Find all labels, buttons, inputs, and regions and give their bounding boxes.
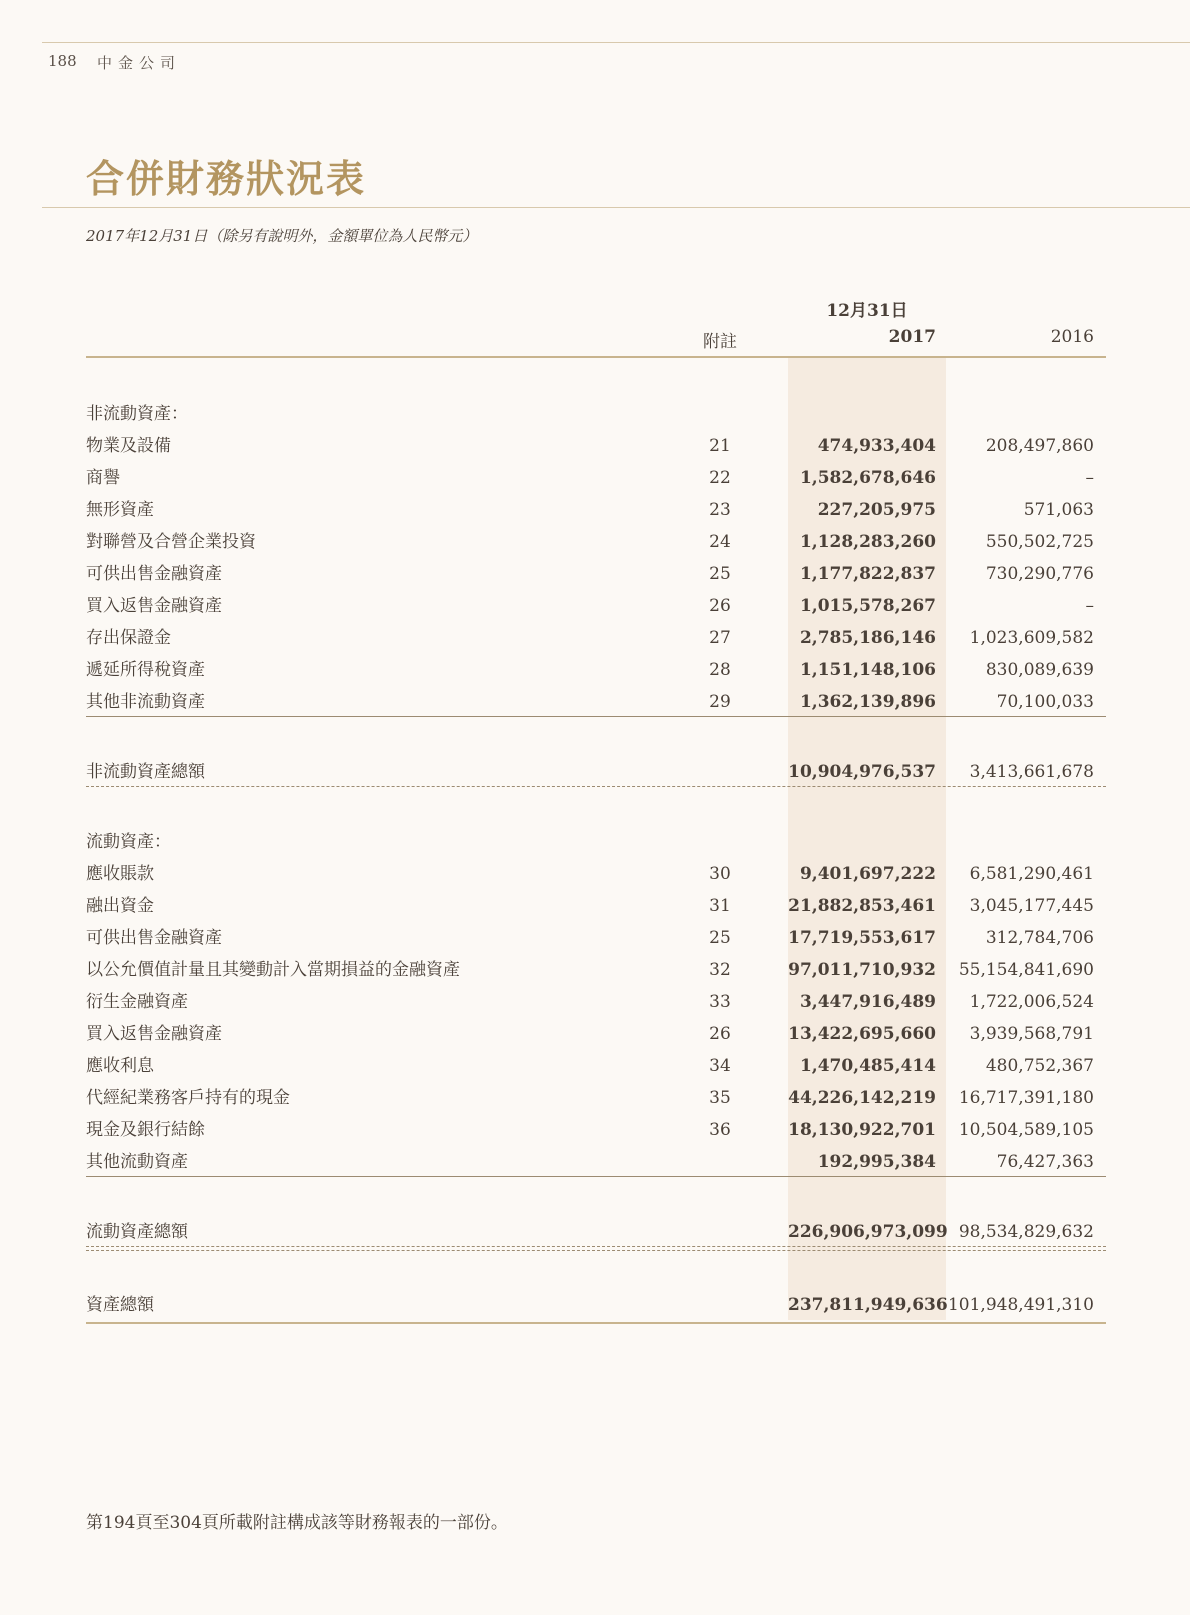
row-label: 可供出售金融資產 <box>86 928 222 948</box>
row-value-2017: 18,130,922,701 <box>788 1120 936 1140</box>
row-value-2017: 1,177,822,837 <box>799 564 936 584</box>
row-value-2017: 21,882,853,461 <box>788 896 936 916</box>
row-value-2017: 97,011,710,932 <box>788 960 936 980</box>
row-value-2017: 474,933,404 <box>817 436 936 456</box>
row-value-2017: 227,205,975 <box>817 500 936 520</box>
table-row <box>86 526 1106 558</box>
subtotal-rule <box>86 716 1106 717</box>
row-label: 應收賬款 <box>86 864 154 884</box>
row-value-2016: – <box>1085 468 1094 488</box>
page-number: 188 <box>48 52 77 70</box>
row-value-2017: 1,362,139,896 <box>799 692 936 712</box>
row-value-2017: 9,401,697,222 <box>799 864 936 884</box>
row-value-2016: 1,722,006,524 <box>969 992 1094 1012</box>
row-note: 31 <box>709 896 731 916</box>
table-row <box>86 1216 1106 1248</box>
top-rule <box>42 42 1190 43</box>
total-double-rule <box>86 1246 1106 1251</box>
table-row <box>86 1146 1106 1178</box>
grand-total-rule <box>86 1322 1106 1324</box>
row-label: 代經紀業務客戶持有的現金 <box>86 1088 290 1108</box>
row-label: 以公允價值計量且其變動計入當期損益的金融資產 <box>86 960 460 980</box>
row-note: 36 <box>709 1120 731 1140</box>
row-value-2016: 3,939,568,791 <box>969 1024 1094 1044</box>
row-note: 27 <box>709 628 731 648</box>
row-label: 遞延所得稅資產 <box>86 660 205 680</box>
row-value-2017: 3,447,916,489 <box>799 992 936 1012</box>
company-name: 中金公司 <box>97 54 182 72</box>
section-heading-label: 流動資產： <box>86 832 171 852</box>
row-note: 34 <box>709 1056 731 1076</box>
table-row <box>86 558 1106 590</box>
table-row <box>86 430 1106 462</box>
section-heading-label: 非流動資產： <box>86 404 188 424</box>
table-row <box>86 590 1106 622</box>
row-label: 資產總額 <box>86 1295 154 1315</box>
row-note: 33 <box>709 992 731 1012</box>
table-row <box>86 1289 1106 1321</box>
table-row <box>86 1050 1106 1082</box>
table-row <box>86 954 1106 986</box>
row-value-2016: 830,089,639 <box>985 660 1094 680</box>
row-value-2016: 571,063 <box>1023 500 1094 520</box>
row-value-2016: 3,413,661,678 <box>969 762 1094 782</box>
row-note: 22 <box>709 468 731 488</box>
row-value-2017: 192,995,384 <box>817 1152 936 1172</box>
row-note: 25 <box>709 928 731 948</box>
row-label: 可供出售金融資產 <box>86 564 222 584</box>
table-row <box>86 756 1106 788</box>
table-row <box>86 654 1106 686</box>
row-value-2017: 1,470,485,414 <box>799 1056 936 1076</box>
section-heading <box>86 398 1106 430</box>
row-value-2016: 480,752,367 <box>985 1056 1094 1076</box>
row-label: 無形資產 <box>86 500 154 520</box>
row-value-2016: 98,534,829,632 <box>958 1222 1094 1242</box>
row-value-2016: 101,948,491,310 <box>947 1295 1094 1315</box>
row-label: 對聯營及合營企業投資 <box>86 532 256 552</box>
column-header-2017: 2017 <box>888 327 936 347</box>
row-value-2016: 6,581,290,461 <box>969 864 1094 884</box>
row-note: 21 <box>709 436 731 456</box>
row-label: 流動資產總額 <box>86 1222 188 1242</box>
table-row <box>86 922 1106 954</box>
table-row <box>86 986 1106 1018</box>
row-label: 融出資金 <box>86 896 154 916</box>
row-note: 30 <box>709 864 731 884</box>
table-row <box>86 1082 1106 1114</box>
row-value-2016: 1,023,609,582 <box>969 628 1094 648</box>
row-note: 24 <box>709 532 731 552</box>
table-row <box>86 858 1106 890</box>
row-note: 25 <box>709 564 731 584</box>
row-value-2016: 16,717,391,180 <box>958 1088 1094 1108</box>
row-label: 非流動資產總額 <box>86 762 205 782</box>
row-value-2017: 1,128,283,260 <box>799 532 936 552</box>
table-row <box>86 686 1106 718</box>
row-label: 現金及銀行結餘 <box>86 1120 205 1140</box>
page-title: 合併財務狀況表 <box>86 156 367 201</box>
row-note: 29 <box>709 692 731 712</box>
row-label: 其他流動資產 <box>86 1152 188 1172</box>
row-label: 買入返售金融資產 <box>86 596 222 616</box>
row-value-2017: 226,906,973,099 <box>788 1222 948 1242</box>
table-row <box>86 494 1106 526</box>
row-value-2017: 1,015,578,267 <box>799 596 936 616</box>
row-value-2016: 312,784,706 <box>985 928 1094 948</box>
row-value-2016: 76,427,363 <box>996 1152 1094 1172</box>
page-subtitle: 2017年12月31日（除另有說明外，金額單位為人民幣元） <box>86 227 478 245</box>
row-label: 物業及設備 <box>86 436 171 456</box>
row-value-2017: 2,785,186,146 <box>799 628 936 648</box>
row-value-2016: 730,290,776 <box>985 564 1094 584</box>
subtotal-rule <box>86 1176 1106 1177</box>
row-note: 28 <box>709 660 731 680</box>
header-rule <box>86 356 1106 358</box>
row-value-2016: 70,100,033 <box>996 692 1094 712</box>
row-label: 其他非流動資產 <box>86 692 205 712</box>
footnote: 第194頁至304頁所載附註構成該等財務報表的一部份。 <box>86 1513 508 1533</box>
row-value-2016: 550,502,725 <box>985 532 1094 552</box>
column-header-date: 12月31日 <box>826 301 908 321</box>
row-value-2017: 1,151,148,106 <box>799 660 936 680</box>
row-value-2016: 3,045,177,445 <box>969 896 1094 916</box>
table-row <box>86 622 1106 654</box>
row-value-2017: 13,422,695,660 <box>788 1024 936 1044</box>
row-value-2017: 1,582,678,646 <box>799 468 936 488</box>
column-header-2016: 2016 <box>1050 327 1094 347</box>
row-label: 買入返售金融資產 <box>86 1024 222 1044</box>
row-value-2016: 208,497,860 <box>985 436 1094 456</box>
row-note: 26 <box>709 1024 731 1044</box>
row-value-2017: 44,226,142,219 <box>788 1088 936 1108</box>
table-row <box>86 890 1106 922</box>
table-row <box>86 462 1106 494</box>
row-note: 26 <box>709 596 731 616</box>
row-label: 存出保證金 <box>86 628 171 648</box>
column-header-note: 附註 <box>703 332 737 352</box>
row-note: 32 <box>709 960 731 980</box>
row-note: 35 <box>709 1088 731 1108</box>
row-value-2017: 10,904,976,537 <box>788 762 936 782</box>
row-value-2016: – <box>1085 596 1094 616</box>
row-value-2016: 55,154,841,690 <box>958 960 1094 980</box>
section-heading <box>86 826 1106 858</box>
row-value-2017: 17,719,553,617 <box>788 928 936 948</box>
table-row <box>86 1018 1106 1050</box>
row-value-2016: 10,504,589,105 <box>958 1120 1094 1140</box>
row-label: 衍生金融資產 <box>86 992 188 1012</box>
total-rule <box>86 786 1106 787</box>
table-row <box>86 1114 1106 1146</box>
row-value-2017: 237,811,949,636 <box>788 1295 948 1315</box>
row-label: 商譽 <box>86 468 120 488</box>
row-note: 23 <box>709 500 731 520</box>
title-rule <box>42 207 1190 208</box>
row-label: 應收利息 <box>86 1056 154 1076</box>
